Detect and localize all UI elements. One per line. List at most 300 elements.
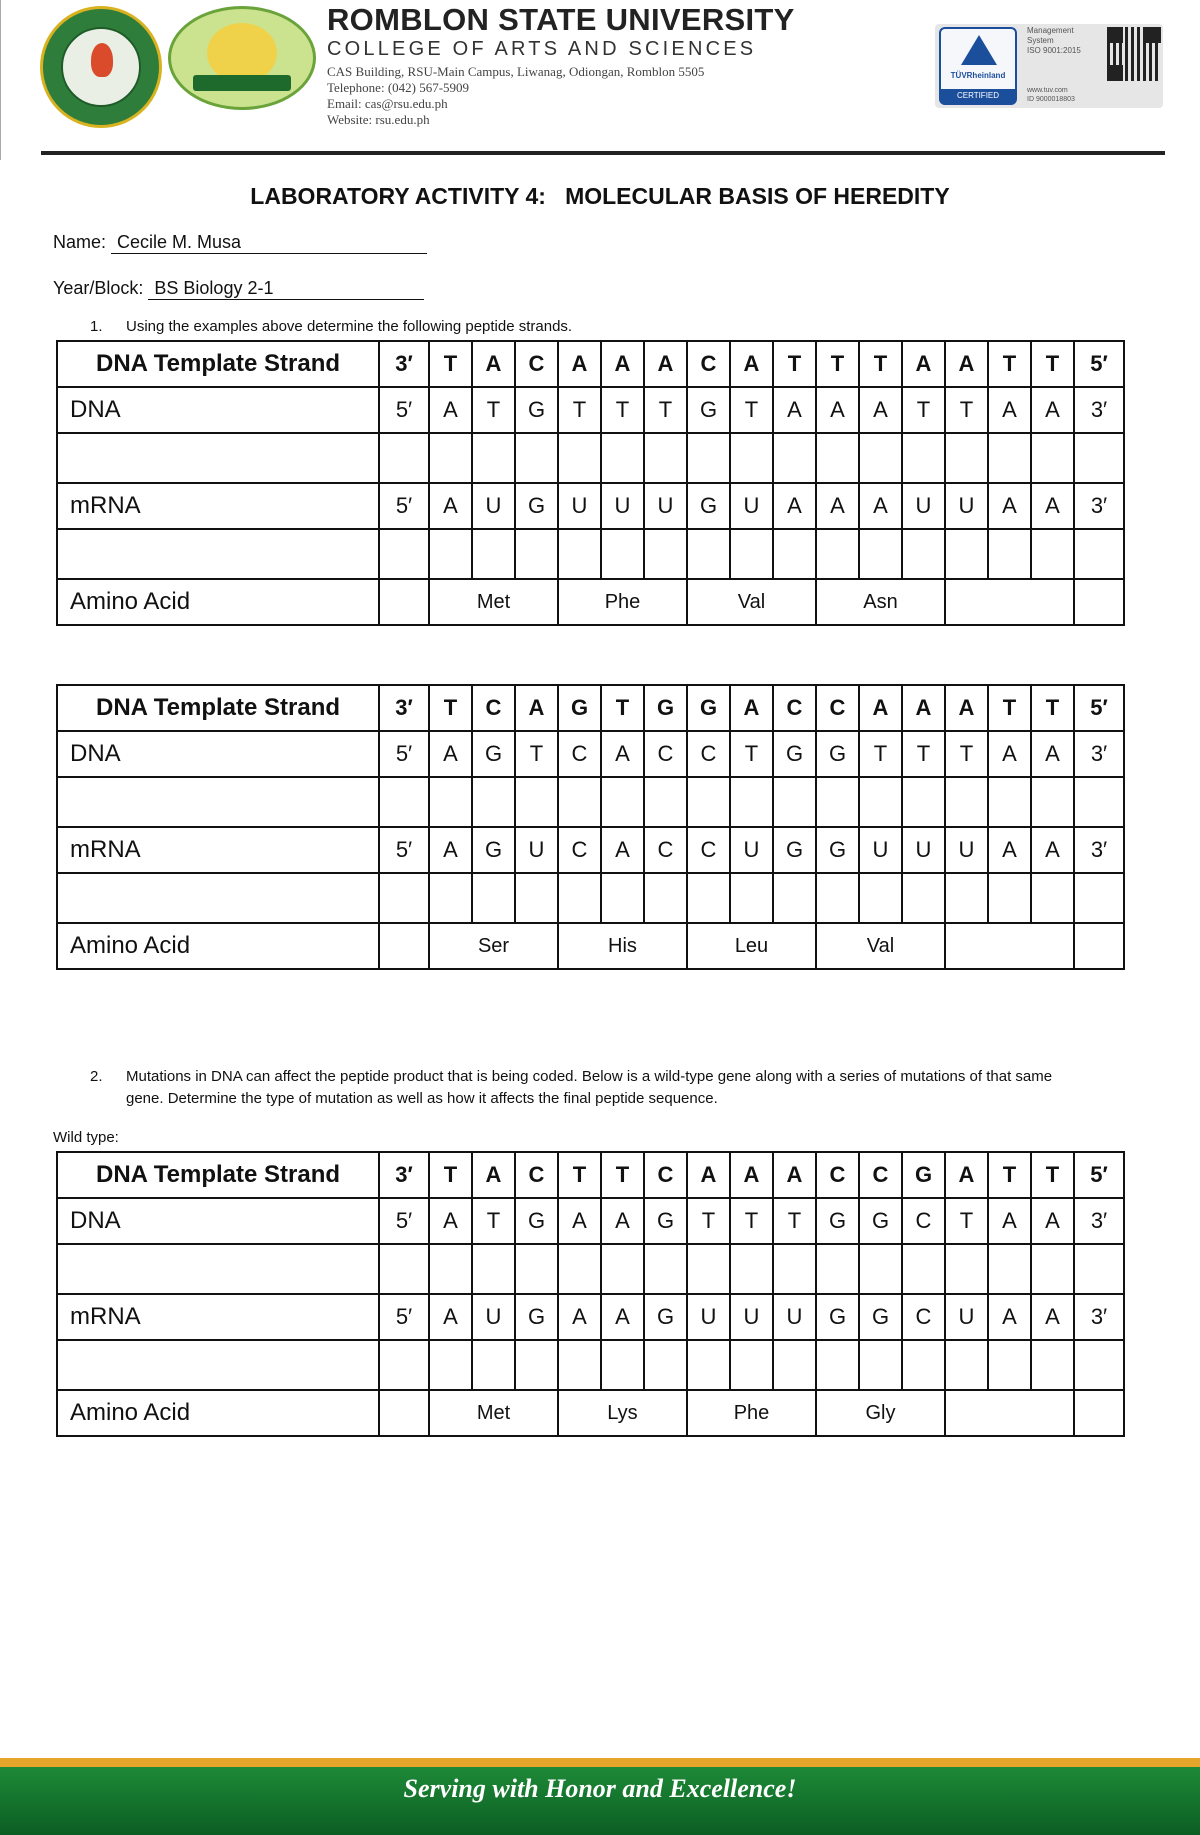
blank-cell <box>515 1244 558 1294</box>
amino-acid-row <box>57 579 1124 625</box>
nucleotide-cell: U <box>644 483 687 529</box>
nucleotide-cell: G <box>773 827 816 873</box>
blank-cell <box>687 777 730 827</box>
nucleotide-cell: A <box>429 731 472 777</box>
amino-acid-cell: Lys <box>558 1390 687 1436</box>
nucleotide-cell: G <box>687 685 730 731</box>
blank-cell <box>730 873 773 923</box>
blank-cell <box>601 777 644 827</box>
blank-cell <box>1031 873 1074 923</box>
nucleotide-cell: A <box>472 1152 515 1198</box>
blank-cell <box>687 529 730 579</box>
amino-acid-cell: Met <box>429 1390 558 1436</box>
nucleotide-cell: A <box>945 685 988 731</box>
blank-cell <box>902 1244 945 1294</box>
blank-cell <box>1074 1340 1124 1390</box>
nucleotide-cell: A <box>730 685 773 731</box>
nucleotide-cell: A <box>988 387 1031 433</box>
footer-banner <box>0 1758 1200 1835</box>
nucleotide-cell: U <box>859 827 902 873</box>
instruction-number: 2. <box>90 1068 103 1085</box>
blank-cell <box>379 579 429 625</box>
blank-cell <box>472 873 515 923</box>
nucleotide-cell: A <box>558 1198 601 1244</box>
nucleotide-cell: G <box>644 1294 687 1340</box>
blank-cell <box>773 1340 816 1390</box>
nucleotide-cell: U <box>515 827 558 873</box>
wild-type-label: Wild type: <box>53 1129 119 1146</box>
name-field <box>53 232 427 254</box>
nucleotide-cell: T <box>730 1198 773 1244</box>
strand-end-label: 5′ <box>379 1198 429 1244</box>
nucleotide-cell: A <box>1031 387 1074 433</box>
amino-acid-cell: Ser <box>429 923 558 969</box>
nucleotide-cell: T <box>687 1198 730 1244</box>
strand-end-label: 3′ <box>1074 1198 1124 1244</box>
torch-icon <box>91 43 113 77</box>
cert-id: ID 9000018803 <box>1027 96 1075 103</box>
college-seal-logo <box>168 6 316 110</box>
certified-label: CERTIFIED <box>941 89 1015 103</box>
nucleotide-cell: A <box>687 1152 730 1198</box>
blank-cell <box>816 777 859 827</box>
page-edge <box>0 0 1 160</box>
blank-cell <box>988 1244 1031 1294</box>
amino-acid-cell: Gly <box>816 1390 945 1436</box>
blank-cell <box>687 433 730 483</box>
blank-cell <box>644 433 687 483</box>
mrna-row <box>57 483 1124 529</box>
nucleotide-cell: T <box>1031 1152 1074 1198</box>
nucleotide-cell: A <box>558 1294 601 1340</box>
website: Website: rsu.edu.ph <box>327 112 430 127</box>
row-label: DNA <box>57 731 379 777</box>
nucleotide-cell: G <box>902 1152 945 1198</box>
nucleotide-cell: T <box>601 1152 644 1198</box>
nucleotide-cell: U <box>945 483 988 529</box>
amino-acid-cell <box>945 1390 1074 1436</box>
blank-cell <box>1031 777 1074 827</box>
amino-acid-cell: Asn <box>816 579 945 625</box>
amino-acid-cell <box>945 579 1074 625</box>
nucleotide-cell: C <box>687 827 730 873</box>
row-label: Amino Acid <box>57 1390 379 1436</box>
letterhead <box>0 0 1200 160</box>
nucleotide-cell: T <box>644 387 687 433</box>
nucleotide-cell: A <box>730 1152 773 1198</box>
blank-cell <box>816 529 859 579</box>
college-name: COLLEGE OF ARTS AND SCIENCES <box>327 38 757 60</box>
nucleotide-cell: A <box>773 483 816 529</box>
blank-cell <box>472 1340 515 1390</box>
instruction-text-line1: Mutations in DNA can affect the peptide product that is being coded. Below is a wild-type gene along with a series of mutations of that same <box>126 1068 1053 1085</box>
blank-cell <box>429 873 472 923</box>
qr-code-icon <box>1107 27 1161 81</box>
blank-cell <box>687 1340 730 1390</box>
blank-cell <box>429 1340 472 1390</box>
blank-cell <box>773 873 816 923</box>
header-divider <box>41 151 1165 155</box>
blank-cell <box>515 777 558 827</box>
strand-end-label: 5′ <box>1074 1152 1124 1198</box>
nucleotide-cell: T <box>859 341 902 387</box>
nucleotide-cell: C <box>644 731 687 777</box>
nucleotide-cell: G <box>687 483 730 529</box>
row-label <box>57 1340 379 1390</box>
blank-answer-row <box>57 529 1124 579</box>
nucleotide-cell: A <box>988 1294 1031 1340</box>
nucleotide-cell: C <box>644 1152 687 1198</box>
nucleotide-cell: A <box>816 387 859 433</box>
nucleotide-cell: G <box>816 1294 859 1340</box>
blank-cell <box>988 777 1031 827</box>
triangle-icon <box>961 35 997 65</box>
blank-cell <box>515 1340 558 1390</box>
strand-end-label: 3′ <box>1074 387 1124 433</box>
nucleotide-cell: T <box>1031 341 1074 387</box>
blank-cell <box>379 1340 429 1390</box>
nucleotide-cell: C <box>472 685 515 731</box>
nucleotide-cell: A <box>1031 731 1074 777</box>
row-label: Amino Acid <box>57 579 379 625</box>
nucleotide-cell: U <box>945 827 988 873</box>
nucleotide-cell: A <box>429 1294 472 1340</box>
instruction-text: Using the examples above determine the following peptide strands. <box>126 318 573 335</box>
blank-answer-row <box>57 433 1124 483</box>
cert-footer-text <box>1027 86 1075 104</box>
blank-cell <box>379 433 429 483</box>
nucleotide-cell: T <box>558 1152 601 1198</box>
blank-cell <box>945 529 988 579</box>
amino-acid-row <box>57 1390 1124 1436</box>
nucleotide-cell: A <box>558 341 601 387</box>
codon-table <box>56 340 1125 626</box>
nucleotide-cell: A <box>730 341 773 387</box>
blank-cell <box>601 1340 644 1390</box>
blank-cell <box>558 777 601 827</box>
nucleotide-cell: U <box>558 483 601 529</box>
blank-cell <box>1031 1244 1074 1294</box>
row-label: mRNA <box>57 483 379 529</box>
nucleotide-cell: A <box>816 483 859 529</box>
nucleotide-cell: T <box>730 387 773 433</box>
nucleotide-cell: U <box>902 827 945 873</box>
row-label: DNA <box>57 387 379 433</box>
instruction-2 <box>90 1066 1170 1112</box>
blank-answer-row <box>57 777 1124 827</box>
row-label: Amino Acid <box>57 923 379 969</box>
strand-end-label: 3′ <box>379 685 429 731</box>
blank-cell <box>429 529 472 579</box>
nucleotide-cell: C <box>902 1198 945 1244</box>
nucleotide-cell: A <box>859 685 902 731</box>
nucleotide-cell: A <box>429 1198 472 1244</box>
seal-emblem <box>61 27 141 107</box>
blank-cell <box>988 1340 1031 1390</box>
nucleotide-cell: T <box>601 387 644 433</box>
blank-cell <box>859 873 902 923</box>
nucleotide-cell: A <box>988 731 1031 777</box>
nucleotide-cell: T <box>902 731 945 777</box>
nucleotide-cell: U <box>730 1294 773 1340</box>
blank-cell <box>644 529 687 579</box>
nucleotide-cell: T <box>859 731 902 777</box>
blank-cell <box>816 873 859 923</box>
nucleotide-cell: U <box>472 1294 515 1340</box>
nucleotide-cell: C <box>687 731 730 777</box>
nucleotide-cell: A <box>859 483 902 529</box>
blank-cell <box>379 1390 429 1436</box>
blank-cell <box>859 529 902 579</box>
nucleotide-cell: U <box>902 483 945 529</box>
nucleotide-cell: A <box>902 341 945 387</box>
nucleotide-cell: A <box>1031 483 1074 529</box>
nucleotide-cell: T <box>429 685 472 731</box>
blank-cell <box>379 1244 429 1294</box>
blank-cell <box>1031 433 1074 483</box>
nucleotide-cell: G <box>558 685 601 731</box>
amino-acid-cell: His <box>558 923 687 969</box>
row-label: DNA <box>57 1198 379 1244</box>
blank-cell <box>945 1340 988 1390</box>
row-label: DNA Template Strand <box>57 1152 379 1198</box>
blank-cell <box>816 433 859 483</box>
blank-cell <box>1074 873 1124 923</box>
blank-cell <box>859 433 902 483</box>
blank-cell <box>379 529 429 579</box>
footer-stripe <box>0 1758 1200 1767</box>
row-label <box>57 433 379 483</box>
nucleotide-cell: G <box>816 731 859 777</box>
nucleotide-cell: T <box>429 1152 472 1198</box>
nucleotide-cell: T <box>773 341 816 387</box>
blank-cell <box>859 777 902 827</box>
nucleotide-cell: T <box>816 341 859 387</box>
codon-table <box>56 1151 1125 1437</box>
strand-end-label: 5′ <box>379 387 429 433</box>
nucleotide-cell: U <box>601 483 644 529</box>
nucleotide-cell: G <box>644 685 687 731</box>
blank-cell <box>429 1244 472 1294</box>
amino-acid-cell: Leu <box>687 923 816 969</box>
blank-cell <box>379 873 429 923</box>
nucleotide-cell: G <box>859 1294 902 1340</box>
blank-cell <box>902 529 945 579</box>
template-strand-row <box>57 341 1124 387</box>
blank-cell <box>1074 433 1124 483</box>
blank-cell <box>1074 923 1124 969</box>
dna-row <box>57 387 1124 433</box>
blank-cell <box>644 873 687 923</box>
blank-answer-row <box>57 1340 1124 1390</box>
blank-cell <box>472 777 515 827</box>
blank-cell <box>472 433 515 483</box>
nucleotide-cell: C <box>773 685 816 731</box>
amino-acid-cell: Met <box>429 579 558 625</box>
nucleotide-cell: T <box>988 341 1031 387</box>
nucleotide-cell: G <box>816 827 859 873</box>
nucleotide-cell: A <box>429 483 472 529</box>
codon-table <box>56 684 1125 970</box>
nucleotide-cell: U <box>472 483 515 529</box>
blank-cell <box>902 433 945 483</box>
blank-cell <box>379 777 429 827</box>
nucleotide-cell: C <box>816 1152 859 1198</box>
nucleotide-cell: T <box>601 685 644 731</box>
blank-cell <box>515 873 558 923</box>
blank-cell <box>730 433 773 483</box>
nucleotide-cell: A <box>773 387 816 433</box>
nucleotide-cell: T <box>902 387 945 433</box>
address: CAS Building, RSU-Main Campus, Liwanag, Odiongan, Romblon 5505 <box>327 64 705 79</box>
row-label: mRNA <box>57 1294 379 1340</box>
template-strand-row <box>57 1152 1124 1198</box>
blank-cell <box>1074 1244 1124 1294</box>
row-label: DNA Template Strand <box>57 341 379 387</box>
strand-end-label: 3′ <box>379 341 429 387</box>
blank-cell <box>902 777 945 827</box>
blank-cell <box>429 433 472 483</box>
amino-acid-cell: Phe <box>687 1390 816 1436</box>
seal-ribbon <box>193 75 291 91</box>
nucleotide-cell: A <box>988 1198 1031 1244</box>
nucleotide-cell: A <box>601 731 644 777</box>
nucleotide-cell: G <box>816 1198 859 1244</box>
nucleotide-cell: T <box>988 1152 1031 1198</box>
blank-cell <box>1031 529 1074 579</box>
mrna-row <box>57 1294 1124 1340</box>
amino-acid-cell <box>945 923 1074 969</box>
nucleotide-cell: A <box>601 1294 644 1340</box>
blank-cell <box>472 1244 515 1294</box>
blank-cell <box>773 433 816 483</box>
nucleotide-cell: G <box>472 731 515 777</box>
blank-cell <box>558 873 601 923</box>
nucleotide-cell: A <box>429 827 472 873</box>
blank-answer-row <box>57 1244 1124 1294</box>
nucleotide-cell: T <box>945 387 988 433</box>
university-name: ROMBLON STATE UNIVERSITY <box>327 2 795 37</box>
nucleotide-cell: C <box>687 341 730 387</box>
blank-cell <box>558 529 601 579</box>
blank-cell <box>558 433 601 483</box>
nucleotide-cell: A <box>773 1152 816 1198</box>
strand-end-label: 3′ <box>379 1152 429 1198</box>
amino-acid-row <box>57 923 1124 969</box>
blank-cell <box>988 433 1031 483</box>
instruction-text-line2: gene. Determine the type of mutation as well as how it affects the final peptide sequence. <box>126 1090 718 1107</box>
blank-answer-row <box>57 873 1124 923</box>
instruction-number: 1. <box>90 318 103 335</box>
contact-info <box>327 64 704 128</box>
blank-cell <box>515 433 558 483</box>
blank-cell <box>601 433 644 483</box>
blank-cell <box>730 529 773 579</box>
iso-certification-badge <box>935 24 1163 108</box>
nucleotide-cell: A <box>1031 1294 1074 1340</box>
blank-cell <box>601 1244 644 1294</box>
nucleotide-cell: T <box>945 731 988 777</box>
blank-cell <box>1074 579 1124 625</box>
nucleotide-cell: G <box>859 1198 902 1244</box>
amino-acid-cell: Val <box>687 579 816 625</box>
nucleotide-cell: G <box>773 731 816 777</box>
nucleotide-cell: A <box>988 827 1031 873</box>
nucleotide-cell: C <box>816 685 859 731</box>
blank-cell <box>945 1244 988 1294</box>
nucleotide-cell: G <box>472 827 515 873</box>
blank-cell <box>816 1340 859 1390</box>
telephone: Telephone: (042) 567-5909 <box>327 80 470 95</box>
blank-cell <box>988 529 1031 579</box>
blank-cell <box>945 873 988 923</box>
blank-cell <box>945 777 988 827</box>
nucleotide-cell: A <box>1031 827 1074 873</box>
blank-cell <box>644 1340 687 1390</box>
nucleotide-cell: T <box>558 387 601 433</box>
blank-cell <box>902 873 945 923</box>
seal-emblem <box>207 23 277 83</box>
blank-cell <box>515 529 558 579</box>
blank-cell <box>429 777 472 827</box>
row-label <box>57 529 379 579</box>
blank-cell <box>988 873 1031 923</box>
nucleotide-cell: U <box>945 1294 988 1340</box>
year-block-label: Year/Block: <box>53 278 144 298</box>
mrna-row <box>57 827 1124 873</box>
strand-end-label: 3′ <box>1074 827 1124 873</box>
blank-cell <box>558 1244 601 1294</box>
strand-end-label: 5′ <box>1074 685 1124 731</box>
blank-cell <box>379 923 429 969</box>
blank-cell <box>558 1340 601 1390</box>
nucleotide-cell: A <box>945 1152 988 1198</box>
nucleotide-cell: A <box>601 341 644 387</box>
tuv-logo <box>939 27 1017 105</box>
nucleotide-cell: T <box>1031 685 1074 731</box>
strand-end-label: 3′ <box>1074 483 1124 529</box>
nucleotide-cell: A <box>515 685 558 731</box>
nucleotide-cell: U <box>730 483 773 529</box>
dna-row <box>57 731 1124 777</box>
nucleotide-cell: U <box>687 1294 730 1340</box>
nucleotide-cell: T <box>429 341 472 387</box>
nucleotide-cell: A <box>429 387 472 433</box>
blank-cell <box>730 1244 773 1294</box>
blank-cell <box>1074 1390 1124 1436</box>
nucleotide-cell: A <box>644 341 687 387</box>
page-title: LABORATORY ACTIVITY 4: MOLECULAR BASIS OF HEREDITY <box>250 183 950 209</box>
cert-system-text <box>1027 26 1091 56</box>
nucleotide-cell: C <box>515 1152 558 1198</box>
year-block-field <box>53 278 424 300</box>
nucleotide-cell: A <box>945 341 988 387</box>
blank-cell <box>773 1244 816 1294</box>
nucleotide-cell: T <box>515 731 558 777</box>
nucleotide-cell: G <box>515 1294 558 1340</box>
blank-cell <box>773 529 816 579</box>
blank-cell <box>859 1244 902 1294</box>
nucleotide-cell: T <box>472 1198 515 1244</box>
strand-end-label: 5′ <box>379 731 429 777</box>
strand-end-label: 3′ <box>1074 731 1124 777</box>
nucleotide-cell: G <box>644 1198 687 1244</box>
row-label <box>57 873 379 923</box>
blank-cell <box>687 1244 730 1294</box>
blank-cell <box>816 1244 859 1294</box>
nucleotide-cell: T <box>988 685 1031 731</box>
blank-cell <box>859 1340 902 1390</box>
